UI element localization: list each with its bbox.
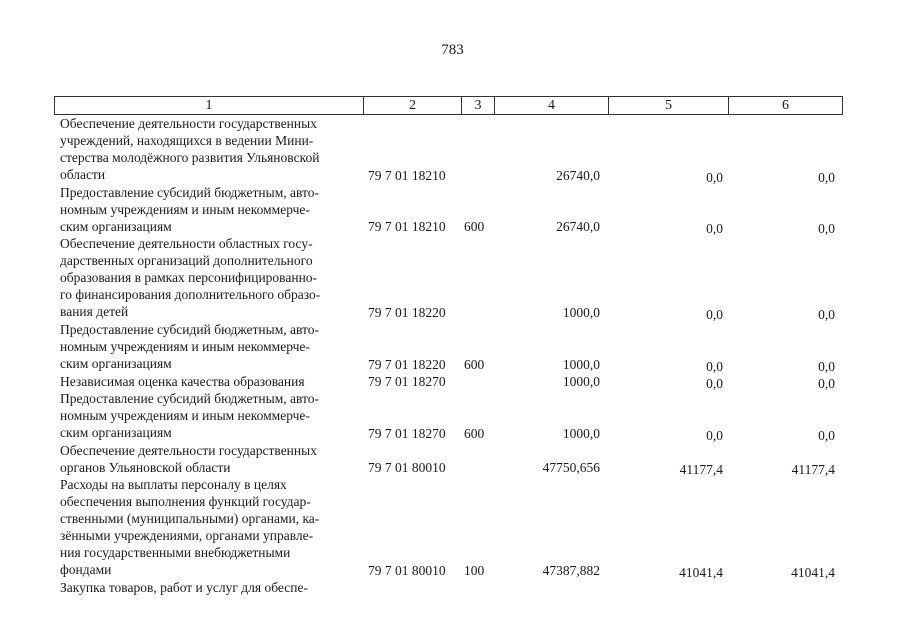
table-row [0, 115, 905, 184]
row-amount-col4: 1000,0 [562, 374, 600, 389]
row-code: 79 7 01 18270 [368, 374, 446, 389]
row-code: 79 7 01 18270 [368, 425, 446, 441]
row-description-line: Обеспечение деятельности областных госу- [60, 236, 313, 252]
row-description [60, 373, 355, 390]
row-amount-col6: 0,0 [818, 358, 835, 374]
row-description-line: дарственных организаций дополнительного [60, 253, 313, 269]
row-description-line: Предоставление субсидий бюджетным, авто- [60, 184, 319, 200]
row-description-line: учреждений, находящихся в ведении Мини- [60, 133, 314, 148]
row-amount-col4: 1000,0 [562, 305, 600, 321]
table-row [0, 373, 905, 390]
table-row [0, 321, 905, 373]
row-amount-col4: 26740,0 [556, 219, 600, 235]
row-description-line: органов Ульяновской области [60, 459, 231, 475]
table-row [0, 579, 905, 596]
row-description-line: номным учреждениям и иным некоммерче- [60, 408, 310, 424]
row-amount-col6: 0,0 [818, 376, 835, 391]
row-amount-col4: 47750,656 [542, 459, 600, 475]
column-header-4: 4 [494, 97, 608, 114]
column-header-1: 1 [205, 98, 213, 113]
row-description-line: зёнными учреждениями, органами управле- [60, 528, 314, 544]
row-amount-col5: 0,0 [706, 169, 723, 185]
row-description [60, 321, 355, 372]
table-header [54, 96, 843, 115]
column-header-3: 3 [461, 97, 494, 114]
row-description-line: ским организациям [60, 425, 172, 441]
row-description-line: го финансирования дополнительного образо- [60, 287, 321, 303]
row-description-line: фондами [60, 562, 112, 578]
row-description [60, 442, 355, 476]
row-amount-col5: 0,0 [706, 307, 723, 323]
row-description [60, 579, 355, 596]
row-expense-type: 600 [464, 219, 485, 235]
row-amount-col5: 0,0 [706, 376, 723, 391]
row-description [60, 184, 355, 235]
row-code: 79 7 01 18210 [368, 219, 446, 235]
row-description-line: стерства молодёжного развития Ульяновской [60, 150, 320, 165]
row-amount-col6: 0,0 [818, 427, 835, 443]
row-code: 79 7 01 18220 [368, 356, 446, 372]
row-description-line: обеспечения выполнения функций государ- [60, 494, 311, 510]
row-description-line: номным учреждениям и иным некоммерче- [60, 339, 310, 355]
row-amount-col5: 0,0 [706, 427, 723, 443]
row-description [60, 235, 355, 320]
row-amount-col5: 0,0 [706, 221, 723, 237]
row-description-line: области [60, 167, 106, 182]
column-header-2: 2 [363, 97, 461, 114]
row-description-line: Расходы на выплаты персоналу в целях [60, 477, 287, 493]
row-amount-col5: 41041,4 [679, 565, 723, 581]
row-amount-col4: 26740,0 [556, 167, 600, 183]
row-expense-type: 100 [464, 563, 485, 579]
row-description-line: образования в рамках персонифицированно- [60, 270, 318, 286]
table-row [0, 184, 905, 236]
row-description-line: номным учреждениям и иным некоммерче- [60, 201, 310, 217]
row-amount-col6: 41177,4 [791, 461, 835, 477]
row-description-line: Обеспечение деятельности государственных [60, 116, 317, 131]
row-description-line: ственными (муниципальными) органами, ка- [60, 511, 320, 527]
table-row [0, 476, 905, 579]
row-amount-col4: 1000,0 [562, 356, 600, 372]
row-description-line: вания детей [60, 304, 129, 320]
row-description-line: ским организациям [60, 356, 172, 372]
row-amount-col4: 1000,0 [562, 425, 600, 441]
row-amount-col6: 41041,4 [791, 565, 835, 581]
row-code: 79 7 01 18220 [368, 305, 446, 321]
page-number: 783 [441, 42, 464, 58]
row-code: 79 7 01 18210 [368, 167, 446, 183]
row-expense-type: 600 [464, 356, 485, 372]
row-amount-col6: 0,0 [818, 221, 835, 237]
table-row [0, 390, 905, 442]
column-header-5: 5 [608, 97, 728, 114]
row-description [60, 390, 355, 441]
row-description-line: Предоставление субсидий бюджетным, авто- [60, 391, 319, 407]
row-description-line: Предоставление субсидий бюджетным, авто- [60, 322, 319, 338]
row-amount-col4: 47387,882 [542, 563, 600, 579]
row-description-line: ния государственными внебюджетными [60, 545, 291, 561]
row-amount-col6: 0,0 [818, 169, 835, 185]
row-code: 79 7 01 80010 [368, 563, 446, 579]
row-description [60, 115, 355, 183]
row-amount-col5: 0,0 [706, 358, 723, 374]
column-header-6: 6 [728, 97, 842, 114]
table-row [0, 442, 905, 476]
row-description-line: Обеспечение деятельности государственных [60, 442, 317, 458]
row-description-line: ским организациям [60, 218, 172, 234]
row-description-line: Закупка товаров, работ и услуг для обеспе- [60, 580, 308, 596]
row-description [60, 476, 355, 578]
row-code: 79 7 01 80010 [368, 459, 446, 475]
row-expense-type: 600 [464, 425, 485, 441]
row-amount-col6: 0,0 [818, 307, 835, 323]
row-description-line: Независимая оценка качества образования [60, 374, 305, 389]
table-row [0, 235, 905, 321]
row-amount-col5: 41177,4 [679, 461, 723, 477]
